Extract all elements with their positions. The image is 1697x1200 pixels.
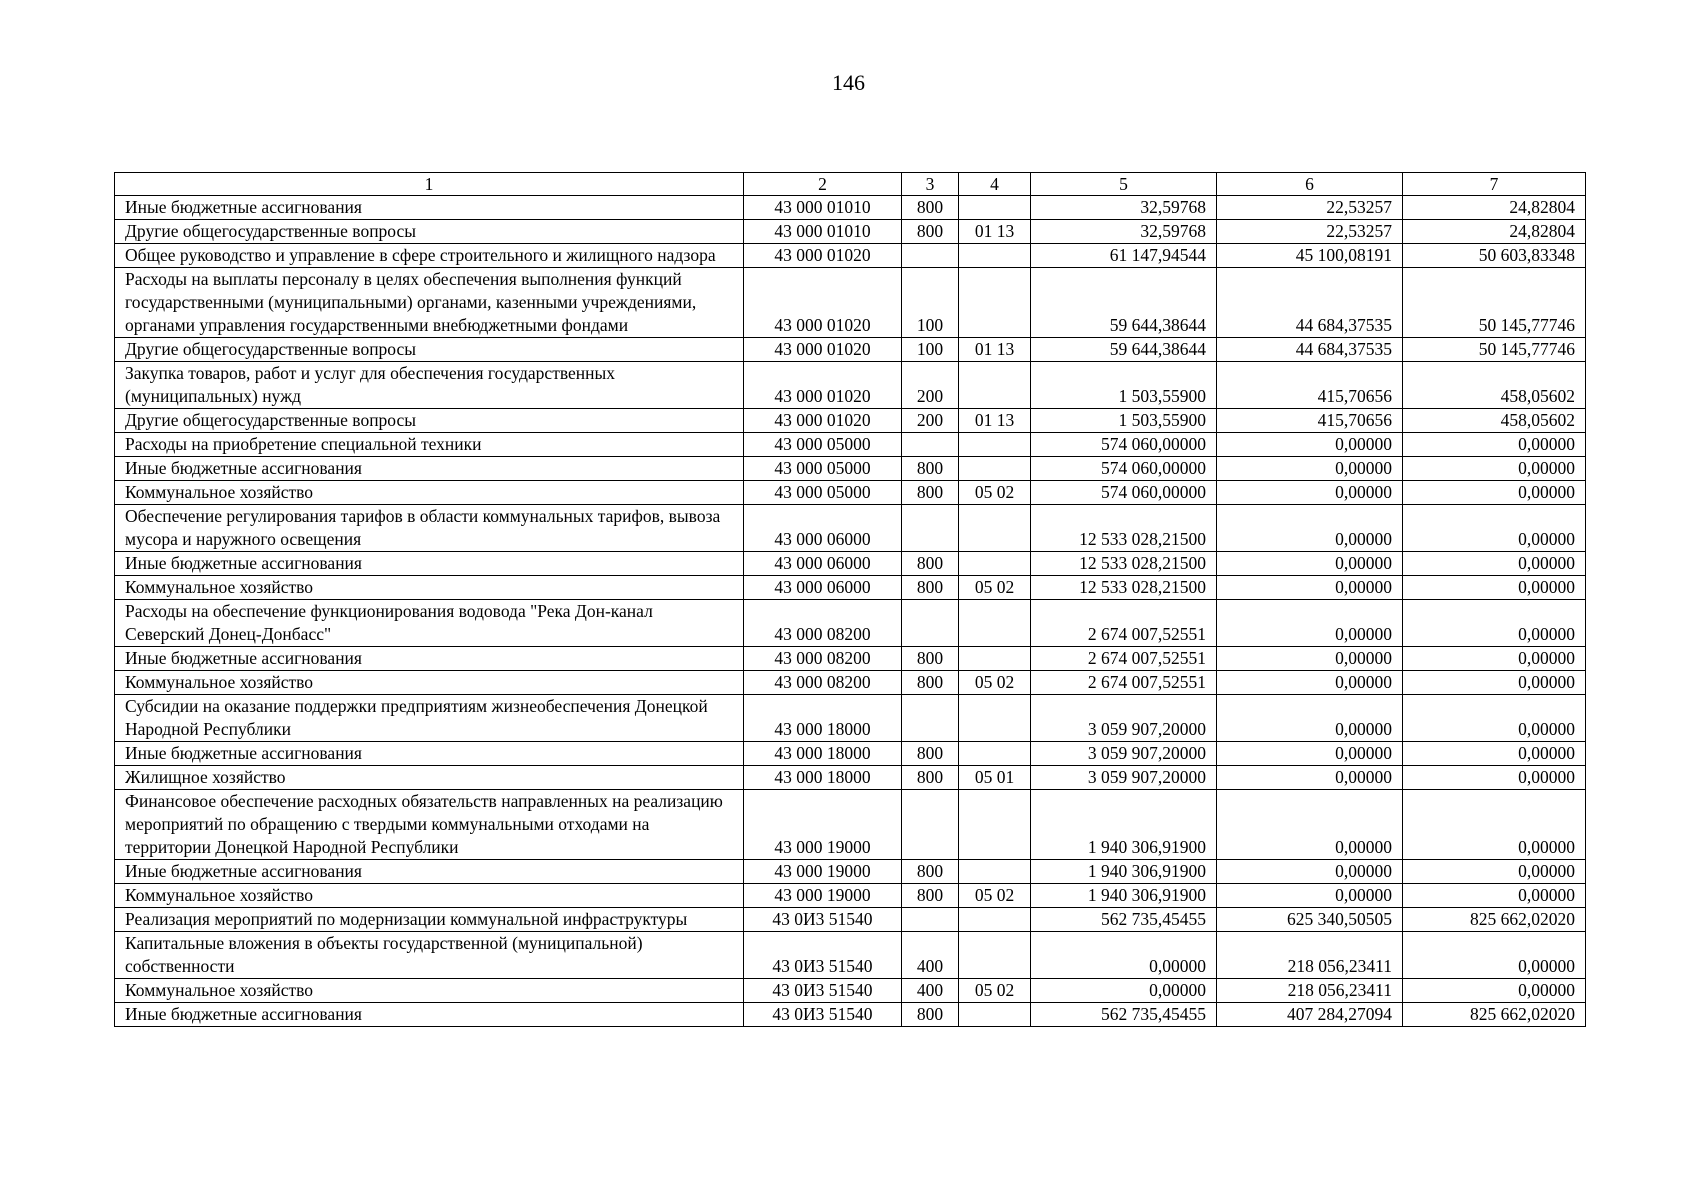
section-cell: 01 13 xyxy=(959,338,1031,362)
target-code-cell: 43 000 19000 xyxy=(744,860,902,884)
section-cell: 05 02 xyxy=(959,979,1031,1003)
expense-type-cell: 400 xyxy=(902,979,959,1003)
amount-7-cell: 0,00000 xyxy=(1403,884,1586,908)
table-row xyxy=(115,196,1586,220)
expense-type-cell: 800 xyxy=(902,766,959,790)
amount-6-cell: 44 684,37535 xyxy=(1217,268,1403,338)
section-cell: 05 02 xyxy=(959,671,1031,695)
amount-5-cell: 0,00000 xyxy=(1031,979,1217,1003)
amount-6-cell: 0,00000 xyxy=(1217,576,1403,600)
amount-5-cell: 61 147,94544 xyxy=(1031,244,1217,268)
amount-7-cell: 0,00000 xyxy=(1403,790,1586,860)
section-cell xyxy=(959,244,1031,268)
amount-5-cell: 59 644,38644 xyxy=(1031,338,1217,362)
amount-6-cell: 0,00000 xyxy=(1217,481,1403,505)
amount-6-cell: 0,00000 xyxy=(1217,505,1403,552)
table-row xyxy=(115,338,1586,362)
amount-7-cell: 24,82804 xyxy=(1403,220,1586,244)
amount-7-cell: 0,00000 xyxy=(1403,742,1586,766)
section-cell xyxy=(959,742,1031,766)
target-code-cell: 43 000 06000 xyxy=(744,552,902,576)
amount-5-cell: 12 533 028,21500 xyxy=(1031,576,1217,600)
expense-type-cell: 100 xyxy=(902,268,959,338)
amount-6-cell: 0,00000 xyxy=(1217,860,1403,884)
expense-type-cell: 800 xyxy=(902,220,959,244)
item-name-cell: Обеспечение регулирования тарифов в области коммунальных тарифов, вывоза мусора и наружного освещения xyxy=(115,505,744,552)
table-row xyxy=(115,409,1586,433)
table-row xyxy=(115,884,1586,908)
table-row xyxy=(115,908,1586,932)
section-cell: 01 13 xyxy=(959,409,1031,433)
amount-6-cell: 45 100,08191 xyxy=(1217,244,1403,268)
target-code-cell: 43 000 01020 xyxy=(744,268,902,338)
item-name-cell: Другие общегосударственные вопросы xyxy=(115,338,744,362)
amount-5-cell: 3 059 907,20000 xyxy=(1031,766,1217,790)
item-name-cell: Коммунальное хозяйство xyxy=(115,576,744,600)
amount-5-cell: 562 735,45455 xyxy=(1031,908,1217,932)
section-cell xyxy=(959,505,1031,552)
table-row xyxy=(115,457,1586,481)
section-cell xyxy=(959,552,1031,576)
amount-5-cell: 574 060,00000 xyxy=(1031,481,1217,505)
table-row xyxy=(115,481,1586,505)
section-cell xyxy=(959,790,1031,860)
amount-7-cell: 0,00000 xyxy=(1403,671,1586,695)
amount-6-cell: 0,00000 xyxy=(1217,884,1403,908)
amount-5-cell: 1 503,55900 xyxy=(1031,409,1217,433)
section-cell: 05 01 xyxy=(959,766,1031,790)
amount-6-cell: 218 056,23411 xyxy=(1217,979,1403,1003)
amount-7-cell: 0,00000 xyxy=(1403,766,1586,790)
table-row xyxy=(115,505,1586,552)
amount-6-cell: 0,00000 xyxy=(1217,790,1403,860)
table-row xyxy=(115,860,1586,884)
section-cell xyxy=(959,196,1031,220)
amount-7-cell: 825 662,02020 xyxy=(1403,1003,1586,1027)
column-number-6: 6 xyxy=(1217,173,1403,196)
column-number-5: 5 xyxy=(1031,173,1217,196)
item-name-cell: Иные бюджетные ассигнования xyxy=(115,742,744,766)
amount-5-cell: 0,00000 xyxy=(1031,932,1217,979)
amount-5-cell: 574 060,00000 xyxy=(1031,457,1217,481)
table-row xyxy=(115,671,1586,695)
expense-type-cell xyxy=(902,244,959,268)
expense-type-cell: 200 xyxy=(902,362,959,409)
amount-5-cell: 12 533 028,21500 xyxy=(1031,552,1217,576)
item-name-cell: Иные бюджетные ассигнования xyxy=(115,860,744,884)
amount-5-cell: 1 503,55900 xyxy=(1031,362,1217,409)
amount-5-cell: 3 059 907,20000 xyxy=(1031,742,1217,766)
target-code-cell: 43 000 18000 xyxy=(744,766,902,790)
item-name-cell: Иные бюджетные ассигнования xyxy=(115,196,744,220)
target-code-cell: 43 0И3 51540 xyxy=(744,979,902,1003)
target-code-cell: 43 000 08200 xyxy=(744,671,902,695)
amount-7-cell: 458,05602 xyxy=(1403,362,1586,409)
table-row xyxy=(115,600,1586,647)
section-cell: 05 02 xyxy=(959,884,1031,908)
target-code-cell: 43 000 06000 xyxy=(744,576,902,600)
target-code-cell: 43 000 01020 xyxy=(744,362,902,409)
section-cell: 05 02 xyxy=(959,576,1031,600)
table-row xyxy=(115,790,1586,860)
table-row xyxy=(115,220,1586,244)
amount-7-cell: 0,00000 xyxy=(1403,979,1586,1003)
table-row xyxy=(115,362,1586,409)
amount-5-cell: 59 644,38644 xyxy=(1031,268,1217,338)
item-name-cell: Иные бюджетные ассигнования xyxy=(115,647,744,671)
column-number-7: 7 xyxy=(1403,173,1586,196)
amount-7-cell: 0,00000 xyxy=(1403,647,1586,671)
amount-7-cell: 0,00000 xyxy=(1403,600,1586,647)
amount-5-cell: 562 735,45455 xyxy=(1031,1003,1217,1027)
target-code-cell: 43 0И3 51540 xyxy=(744,908,902,932)
expense-type-cell: 800 xyxy=(902,481,959,505)
column-number-1: 1 xyxy=(115,173,744,196)
target-code-cell: 43 000 19000 xyxy=(744,790,902,860)
amount-5-cell: 2 674 007,52551 xyxy=(1031,647,1217,671)
expense-type-cell: 100 xyxy=(902,338,959,362)
amount-5-cell: 3 059 907,20000 xyxy=(1031,695,1217,742)
amount-7-cell: 0,00000 xyxy=(1403,433,1586,457)
item-name-cell: Субсидии на оказание поддержки предприятиям жизнеобеспечения Донецкой Народной Республики xyxy=(115,695,744,742)
target-code-cell: 43 000 01010 xyxy=(744,196,902,220)
table-row xyxy=(115,576,1586,600)
item-name-cell: Коммунальное хозяйство xyxy=(115,884,744,908)
item-name-cell: Иные бюджетные ассигнования xyxy=(115,552,744,576)
amount-5-cell: 1 940 306,91900 xyxy=(1031,790,1217,860)
column-number-2: 2 xyxy=(744,173,902,196)
amount-5-cell: 12 533 028,21500 xyxy=(1031,505,1217,552)
table-row xyxy=(115,552,1586,576)
amount-6-cell: 0,00000 xyxy=(1217,457,1403,481)
amount-7-cell: 458,05602 xyxy=(1403,409,1586,433)
amount-5-cell: 2 674 007,52551 xyxy=(1031,671,1217,695)
amount-6-cell: 0,00000 xyxy=(1217,600,1403,647)
expense-type-cell: 800 xyxy=(902,671,959,695)
expense-type-cell: 800 xyxy=(902,196,959,220)
column-number-4: 4 xyxy=(959,173,1031,196)
expense-type-cell: 800 xyxy=(902,576,959,600)
target-code-cell: 43 000 01020 xyxy=(744,244,902,268)
section-cell xyxy=(959,860,1031,884)
amount-6-cell: 22,53257 xyxy=(1217,196,1403,220)
amount-6-cell: 218 056,23411 xyxy=(1217,932,1403,979)
amount-6-cell: 0,00000 xyxy=(1217,433,1403,457)
amount-6-cell: 0,00000 xyxy=(1217,695,1403,742)
amount-5-cell: 1 940 306,91900 xyxy=(1031,860,1217,884)
page-number: 146 xyxy=(832,70,865,95)
table-row xyxy=(115,695,1586,742)
expense-type-cell: 800 xyxy=(902,647,959,671)
expense-type-cell: 800 xyxy=(902,742,959,766)
expense-type-cell: 800 xyxy=(902,552,959,576)
section-cell xyxy=(959,362,1031,409)
amount-7-cell: 0,00000 xyxy=(1403,505,1586,552)
amount-7-cell: 0,00000 xyxy=(1403,695,1586,742)
expense-type-cell xyxy=(902,600,959,647)
table-body xyxy=(115,196,1586,1027)
item-name-cell: Финансовое обеспечение расходных обязательств направленных на реализацию мероприятий по обращению с твердыми коммунальными отходами на территории Донецкой Народной Республики xyxy=(115,790,744,860)
section-cell xyxy=(959,695,1031,742)
item-name-cell: Другие общегосударственные вопросы xyxy=(115,409,744,433)
expense-type-cell xyxy=(902,790,959,860)
section-cell xyxy=(959,647,1031,671)
item-name-cell: Общее руководство и управление в сфере строительного и жилищного надзора xyxy=(115,244,744,268)
item-name-cell: Другие общегосударственные вопросы xyxy=(115,220,744,244)
table-row xyxy=(115,979,1586,1003)
expense-type-cell: 800 xyxy=(902,457,959,481)
item-name-cell: Реализация мероприятий по модернизации коммунальной инфраструктуры xyxy=(115,908,744,932)
amount-7-cell: 0,00000 xyxy=(1403,932,1586,979)
target-code-cell: 43 000 05000 xyxy=(744,433,902,457)
expense-type-cell xyxy=(902,695,959,742)
amount-5-cell: 1 940 306,91900 xyxy=(1031,884,1217,908)
item-name-cell: Иные бюджетные ассигнования xyxy=(115,1003,744,1027)
amount-7-cell: 0,00000 xyxy=(1403,481,1586,505)
expense-type-cell: 800 xyxy=(902,1003,959,1027)
amount-7-cell: 50 603,83348 xyxy=(1403,244,1586,268)
expense-type-cell: 400 xyxy=(902,932,959,979)
item-name-cell: Закупка товаров, работ и услуг для обеспечения государственных (муниципальных) нужд xyxy=(115,362,744,409)
section-cell xyxy=(959,932,1031,979)
amount-7-cell: 0,00000 xyxy=(1403,860,1586,884)
budget-table xyxy=(114,172,1586,1027)
amount-6-cell: 22,53257 xyxy=(1217,220,1403,244)
amount-7-cell: 24,82804 xyxy=(1403,196,1586,220)
target-code-cell: 43 000 06000 xyxy=(744,505,902,552)
amount-6-cell: 0,00000 xyxy=(1217,552,1403,576)
table-row xyxy=(115,1003,1586,1027)
amount-5-cell: 574 060,00000 xyxy=(1031,433,1217,457)
expense-type-cell xyxy=(902,433,959,457)
expense-type-cell xyxy=(902,505,959,552)
amount-7-cell: 0,00000 xyxy=(1403,576,1586,600)
target-code-cell: 43 000 18000 xyxy=(744,695,902,742)
item-name-cell: Расходы на обеспечение функционирования водовода "Река Дон-канал Северский Донец-Донбасс" xyxy=(115,600,744,647)
column-number-3: 3 xyxy=(902,173,959,196)
table-row xyxy=(115,742,1586,766)
item-name-cell: Коммунальное хозяйство xyxy=(115,481,744,505)
amount-7-cell: 50 145,77746 xyxy=(1403,268,1586,338)
expense-type-cell: 800 xyxy=(902,884,959,908)
table-row xyxy=(115,932,1586,979)
amount-7-cell: 50 145,77746 xyxy=(1403,338,1586,362)
section-cell xyxy=(959,433,1031,457)
item-name-cell: Жилищное хозяйство xyxy=(115,766,744,790)
expense-type-cell: 200 xyxy=(902,409,959,433)
amount-6-cell: 415,70656 xyxy=(1217,362,1403,409)
amount-6-cell: 0,00000 xyxy=(1217,742,1403,766)
amount-7-cell: 825 662,02020 xyxy=(1403,908,1586,932)
target-code-cell: 43 000 01020 xyxy=(744,338,902,362)
table-row xyxy=(115,244,1586,268)
table-row xyxy=(115,766,1586,790)
table-row xyxy=(115,647,1586,671)
section-cell xyxy=(959,908,1031,932)
target-code-cell: 43 000 18000 xyxy=(744,742,902,766)
item-name-cell: Расходы на приобретение специальной техники xyxy=(115,433,744,457)
amount-6-cell: 415,70656 xyxy=(1217,409,1403,433)
column-number-row xyxy=(115,173,1586,196)
section-cell: 05 02 xyxy=(959,481,1031,505)
amount-6-cell: 0,00000 xyxy=(1217,647,1403,671)
target-code-cell: 43 000 01020 xyxy=(744,409,902,433)
section-cell: 01 13 xyxy=(959,220,1031,244)
target-code-cell: 43 0И3 51540 xyxy=(744,932,902,979)
item-name-cell: Иные бюджетные ассигнования xyxy=(115,457,744,481)
target-code-cell: 43 000 05000 xyxy=(744,481,902,505)
target-code-cell: 43 000 08200 xyxy=(744,647,902,671)
amount-6-cell: 625 340,50505 xyxy=(1217,908,1403,932)
target-code-cell: 43 000 01010 xyxy=(744,220,902,244)
section-cell xyxy=(959,1003,1031,1027)
amount-6-cell: 44 684,37535 xyxy=(1217,338,1403,362)
section-cell xyxy=(959,600,1031,647)
item-name-cell: Капитальные вложения в объекты государственной (муниципальной) собственности xyxy=(115,932,744,979)
amount-5-cell: 2 674 007,52551 xyxy=(1031,600,1217,647)
target-code-cell: 43 000 05000 xyxy=(744,457,902,481)
item-name-cell: Расходы на выплаты персоналу в целях обеспечения выполнения функций государственными (муниципальными) органами, казенными учреждениями, органами управления государственными внебюджетными фондами xyxy=(115,268,744,338)
target-code-cell: 43 000 08200 xyxy=(744,600,902,647)
item-name-cell: Коммунальное хозяйство xyxy=(115,979,744,1003)
amount-6-cell: 407 284,27094 xyxy=(1217,1003,1403,1027)
amount-6-cell: 0,00000 xyxy=(1217,766,1403,790)
expense-type-cell: 800 xyxy=(902,860,959,884)
amount-5-cell: 32,59768 xyxy=(1031,220,1217,244)
section-cell xyxy=(959,457,1031,481)
amount-7-cell: 0,00000 xyxy=(1403,552,1586,576)
amount-7-cell: 0,00000 xyxy=(1403,457,1586,481)
table-row xyxy=(115,268,1586,338)
table-row xyxy=(115,433,1586,457)
target-code-cell: 43 0И3 51540 xyxy=(744,1003,902,1027)
expense-type-cell xyxy=(902,908,959,932)
item-name-cell: Коммунальное хозяйство xyxy=(115,671,744,695)
amount-5-cell: 32,59768 xyxy=(1031,196,1217,220)
amount-6-cell: 0,00000 xyxy=(1217,671,1403,695)
target-code-cell: 43 000 19000 xyxy=(744,884,902,908)
section-cell xyxy=(959,268,1031,338)
